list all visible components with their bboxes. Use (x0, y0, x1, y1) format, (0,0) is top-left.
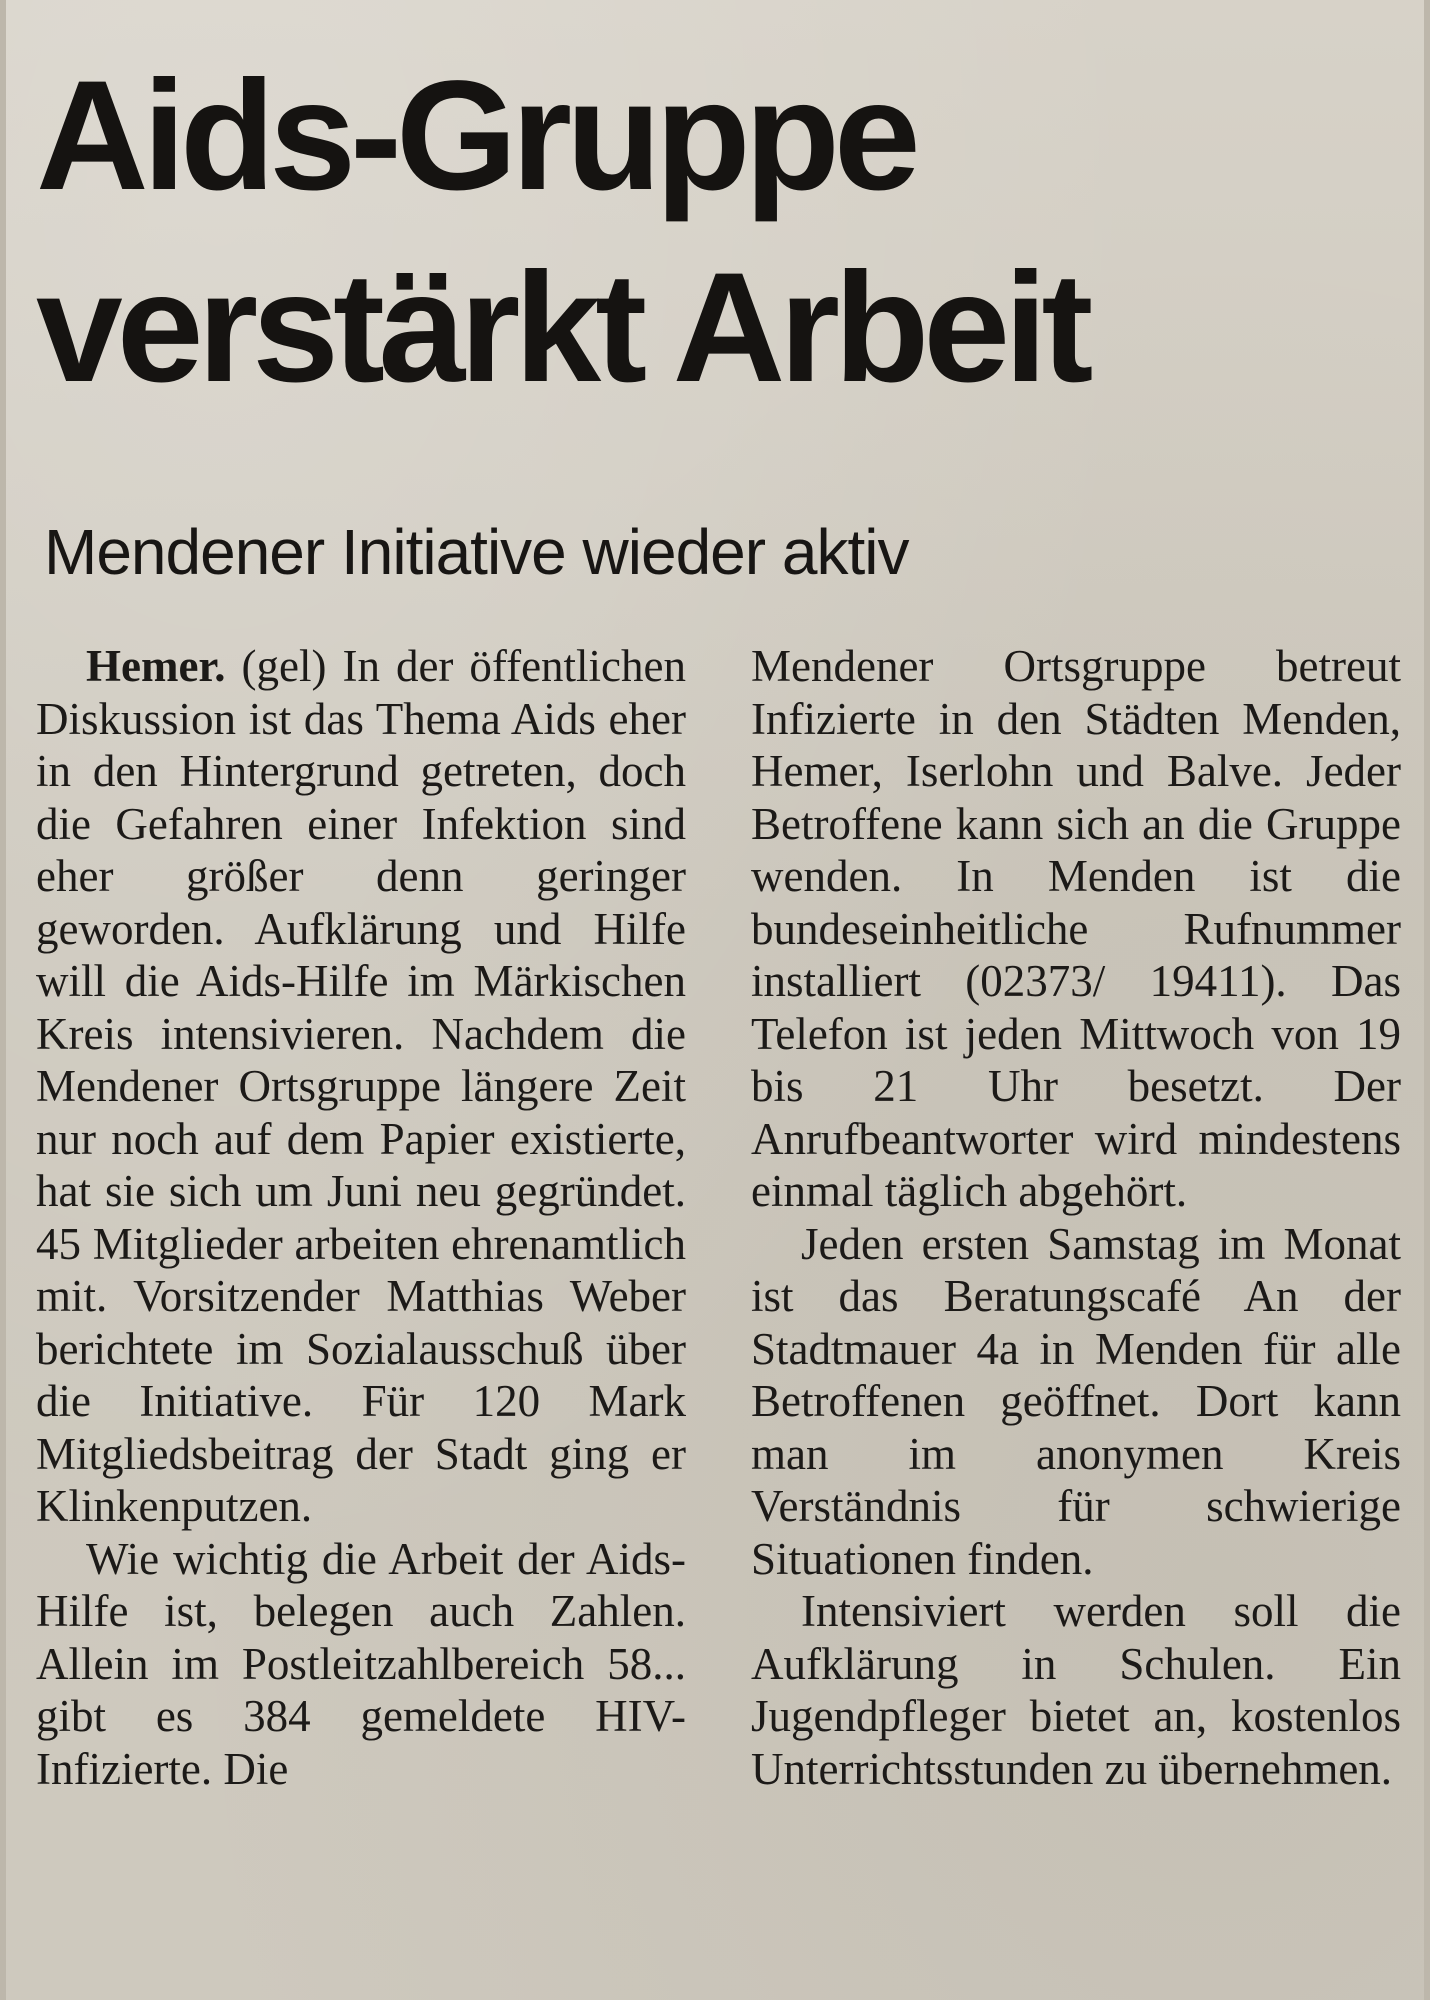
article-column-right (751, 640, 1401, 1795)
paragraph-text: (gel) In der öffentlichen Diskussion ist das Thema Aids eher in den Hintergrund getreten, doch die Gefahren einer Infektion sind eher größer denn geringer geworden. Aufklärung und Hilfe will die Aids-Hilfe im Märkischen Kreis intensivieren. Nachdem die Mendener Ortsgruppe längere Zeit nur noch auf dem Papier existierte, hat sie sich um Juni neu gegründet. 45 Mitglieder arbeiten ehrenamtlich mit. Vorsitzender Matthias Weber berichtete im Sozialausschuß über die Initiative. Für 120 Mark Mitgliedsbeitrag der Stadt ging er Klinkenputzen. (36, 641, 686, 1531)
headline (36, 40, 1406, 424)
article-paragraph: Mendener Ortsgruppe betreut Infizierte in den Städten Menden, Hemer, Iserlohn und Balve. Jeder Betroffene kann sich an die Gruppe wenden. In Menden ist die bundeseinheitliche Rufnummer installiert (02373/ 19411). Das Telefon ist jeden Mittwoch von 19 bis 21 Uhr besetzt. Der Anrufbeantworter wird mindestens einmal täglich abgehört. (751, 641, 1401, 1216)
article-paragraph (36, 640, 686, 1533)
dateline: Hemer. (86, 641, 226, 691)
article-paragraph: Jeden ersten Samstag im Monat ist das Beratungscafé An der Stadtmauer 4a in Menden für alle Betroffenen geöffnet. Dort kann man im anonymen Kreis Verständnis für schwierige Situationen finden. (751, 1218, 1401, 1584)
article-paragraph: Intensiviert werden soll die Aufklärung in Schulen. Ein Jugendpfleger bietet an, kostenlos Unterrichtsstunden zu übernehmen. (751, 1586, 1401, 1794)
headline-line-1: Aids-Gruppe (36, 49, 915, 223)
article-paragraph: Wie wichtig die Arbeit der Aids-Hilfe ist, belegen auch Zahlen. Allein im Postleitzahlbereich 58... gibt es 384 gemeldete HIV-Infizierte. Die (36, 1533, 686, 1794)
headline-line-2: verstärkt Arbeit (36, 241, 1088, 415)
subheadline: Mendener Initiative wieder aktiv (44, 516, 909, 588)
article-column-left (36, 640, 686, 1795)
